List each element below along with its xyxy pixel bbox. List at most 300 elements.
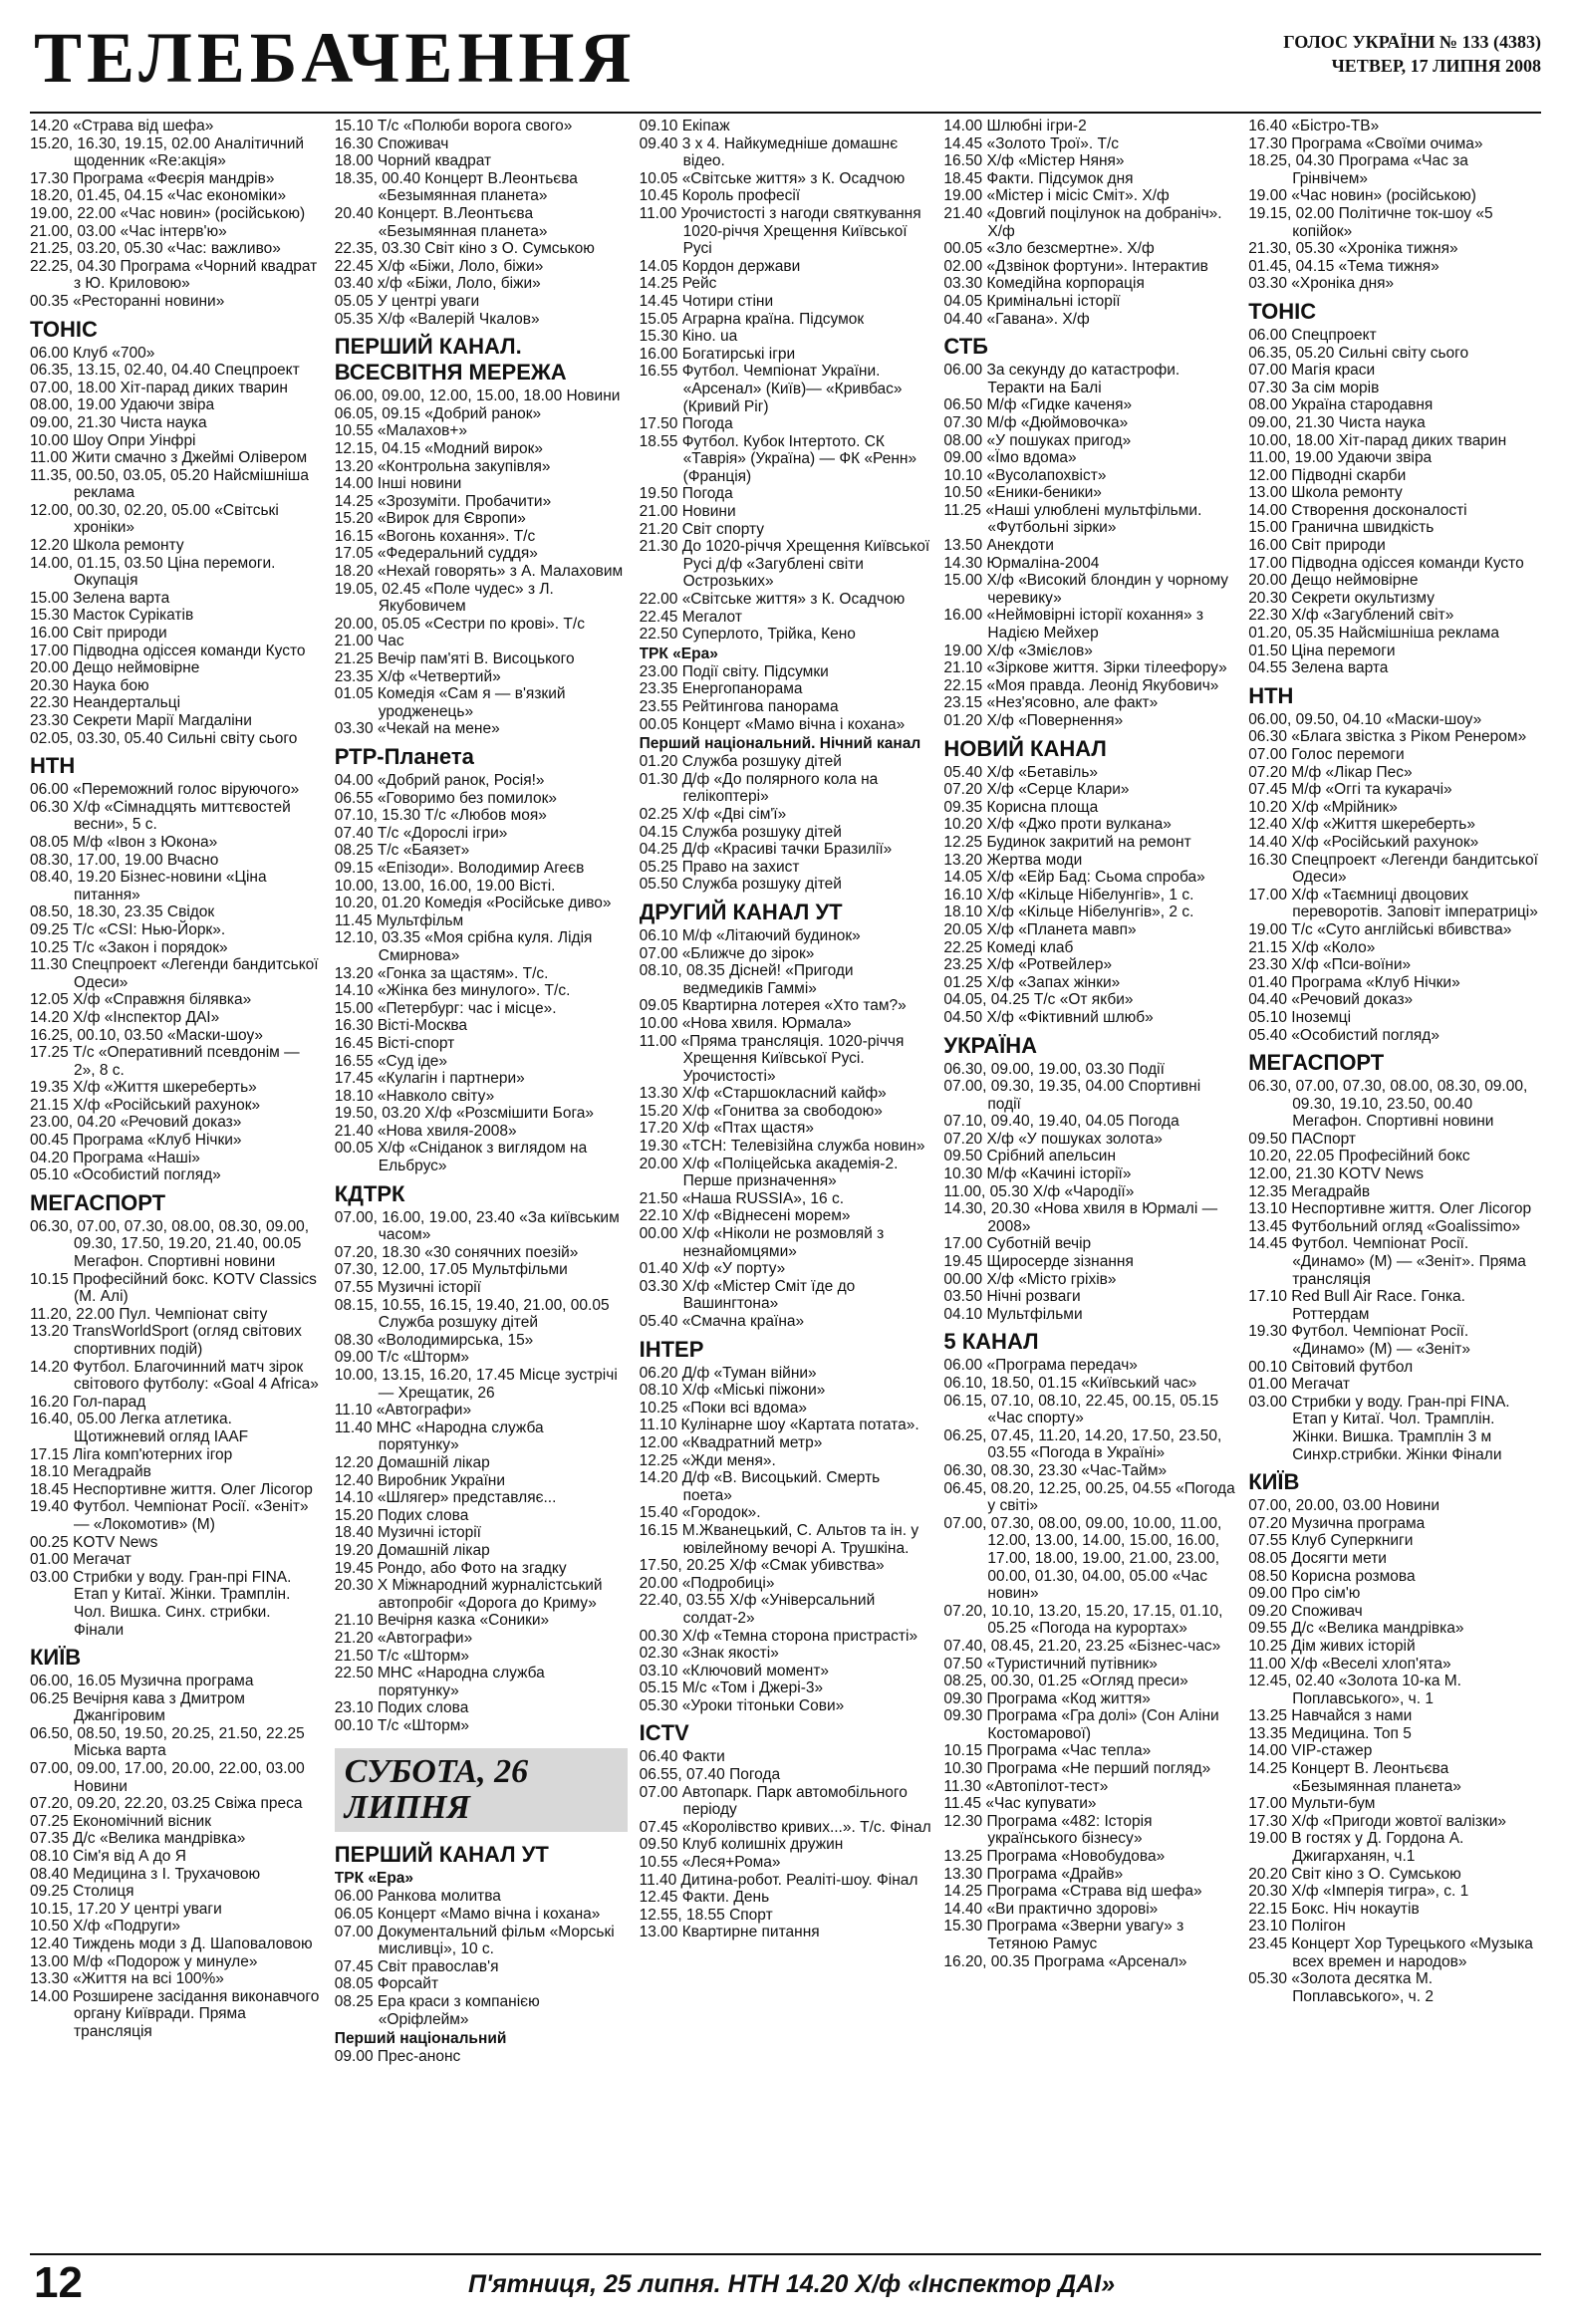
schedule-entry: 06.05, 09.15 «Добрий ранок» — [334, 404, 542, 422]
schedule-entry: 01.20 Х/ф «Повернення» — [943, 712, 1124, 729]
schedule-entry: 20.00 «Подробиці» — [639, 1574, 775, 1592]
schedule-entry: 16.10 Х/ф «Кільце Нібелунгів», 1 с. — [943, 886, 1194, 904]
footer — [30, 2253, 1541, 2309]
schedule-entry: 16.25, 00.10, 03.50 «Маски-шоу» — [30, 1026, 263, 1044]
schedule-entry: 07.00 Голос перемоги — [1248, 746, 1405, 763]
schedule-entry: 23.55 Рейтингова панорама — [639, 698, 839, 715]
schedule-entry: 11.40 Дитина-робот. Реаліті-шоу. Фінал — [639, 1871, 918, 1889]
schedule-entry: 05.40 Х/ф «Бетавіль» — [943, 763, 1099, 781]
schedule-entry: 06.00 Спецпроект — [1248, 326, 1377, 344]
schedule-entry: 19.05, 02.45 «Поле чудес» з Л. Якубовичем — [334, 580, 554, 616]
channel-name: РТР-Планета — [334, 744, 474, 769]
schedule-entry: 13.00 М/ф «Подорож у минуле» — [30, 1952, 258, 1970]
schedule-entry: 19.30 «ТСН: Телевізійна служба новин» — [639, 1138, 925, 1156]
schedule-entry: 01.05 Комедія «Сам я — в'язкий уродженець» — [334, 685, 566, 720]
schedule-entry: 16.00 Світ природи — [1248, 537, 1386, 555]
schedule-entry: 21.00 Час — [334, 633, 404, 650]
channel-name: МЕГАСПОРТ — [30, 1189, 166, 1215]
schedule-entry: 07.00 «Ближче до зірок» — [639, 944, 815, 962]
schedule-entry: 14.10 «Шлягер» представляє... — [334, 1489, 557, 1507]
schedule-entry: 07.20 Х/ф «Серце Клари» — [943, 781, 1130, 799]
schedule-entry: 00.05 Х/ф «Сніданок з виглядом на Ельбрус» — [334, 1140, 588, 1175]
schedule-column — [335, 118, 628, 2239]
schedule-entry: 07.10, 09.40, 19.40, 04.05 Погода — [943, 1113, 1179, 1131]
schedule-entry: 19.00 В гостях у Д. Гордона А. Джигарханян, ч.1 — [1248, 1830, 1464, 1866]
schedule-entry: 11.35, 00.50, 03.05, 05.20 Найсмішніша реклама — [30, 466, 309, 502]
channel-subheading: Перший національний — [334, 2030, 507, 2048]
channel-name: ТОНІС — [30, 316, 98, 342]
schedule-entry: 10.20 Х/ф «Мрійник» — [1248, 798, 1398, 816]
schedule-entry: 06.25 Вечірня кава з Дмитром Джангіровим — [30, 1689, 245, 1725]
schedule-entry: 21.10 «Зіркове життя. Зірки тілеефору» — [943, 659, 1227, 677]
schedule-entry: 00.35 «Ресторанні новини» — [30, 292, 225, 310]
schedule-entry: 19.45 Рондо, або Фото на згадку — [334, 1559, 567, 1577]
schedule-entry: 22.45 Х/ф «Біжи, Лоло, біжи» — [334, 257, 544, 275]
schedule-entry: 18.20, 01.45, 04.15 «Час економіки» — [30, 187, 287, 205]
schedule-entry: 10.30 Програма «Не перший погляд» — [943, 1760, 1211, 1778]
schedule-entry: 19.00 «Час новин» (російською) — [1248, 187, 1476, 205]
schedule-entry: 07.00 Автопарк. Парк автомобільного періоду — [639, 1783, 908, 1819]
schedule-entry: 13.30 «Життя на всі 100%» — [30, 1970, 224, 1988]
publication-name: ГОЛОС УКРАЇНИ № 133 (4383) — [1283, 32, 1541, 52]
schedule-entry: 07.40 Т/с «Дорослі ігри» — [334, 824, 508, 842]
schedule-entry: 18.45 Факти. Підсумок дня — [943, 169, 1134, 187]
schedule-entry: 17.30 Програма «Своїми очима» — [1248, 134, 1483, 152]
schedule-entry: 11.10 «Автографи» — [334, 1402, 472, 1420]
schedule-entry: 20.20 Світ кіно з О. Сумською — [1248, 1865, 1461, 1883]
schedule-entry: 14.00 Інші новини — [334, 475, 462, 493]
schedule-entry: 07.00, 07.30, 08.00, 09.00, 10.00, 11.00, 12.00, 13.00, 14.00, 15.00, 16.00, 17.00, 18.00, 19.00, 21.00, 23.00, 00.00, 01.30, 04.00, 05.00 «Час новин» — [943, 1514, 1222, 1603]
schedule-entry: 18.45 Неспортивне життя. Олег Лісогор — [30, 1480, 313, 1498]
schedule-entry: 06.55 «Говоримо без помилок» — [334, 789, 557, 807]
schedule-column — [640, 118, 932, 2239]
schedule-entry: 15.20 Х/ф «Гонитва за свободою» — [639, 1102, 883, 1120]
schedule-entry: 10.00, 18.00 Хіт-парад диких тварин — [1248, 431, 1507, 449]
channel-name: МЕГАСПОРТ — [1248, 1050, 1385, 1076]
schedule-entry: 10.20, 22.05 Професійний бокс — [1248, 1148, 1470, 1165]
schedule-entry: 06.00 Ранкова молитва — [334, 1888, 501, 1906]
schedule-entry: 10.00 Шоу Опри Уінфрі — [30, 431, 196, 449]
schedule-entry: 03.40 х/ф «Біжи, Лоло, біжи» — [334, 275, 541, 293]
schedule-entry: 14.45 Чотири стіни — [639, 292, 774, 310]
schedule-entry: 21.20 «Автографи» — [334, 1629, 473, 1647]
channel-name: КДТРК — [334, 1180, 405, 1206]
schedule-entry: 21.25, 03.20, 05.30 «Час: важливо» — [30, 240, 281, 258]
schedule-entry: 18.00 Чорний квадрат — [334, 152, 492, 170]
channel-subheading: ТРК «Ера» — [334, 1870, 414, 1888]
schedule-entry: 04.40 «Речовий доказ» — [1248, 991, 1414, 1009]
schedule-entry: 04.15 Служба розшуку дітей — [639, 823, 842, 841]
schedule-entry: 16.00 Богатирські ігри — [639, 345, 796, 363]
schedule-entry: 12.40 Х/ф «Життя шкереберть» — [1248, 816, 1475, 834]
schedule-entry: 18.10 «Навколо світу» — [334, 1087, 495, 1105]
header-rule — [30, 112, 1541, 114]
schedule-entry: 07.25 Економічний вісник — [30, 1812, 211, 1830]
schedule-entry: 23.10 Полігон — [1248, 1918, 1346, 1936]
schedule-entry: 21.40 «Нова хвиля-2008» — [334, 1122, 517, 1140]
schedule-entry: 14.25 Програма «Страва від шефа» — [943, 1883, 1202, 1901]
schedule-entry: 17.25 Т/с «Оперативний псевдонім — 2», 8 с. — [30, 1044, 300, 1079]
schedule-entry: 21.15 Х/ф «Російський рахунок» — [30, 1096, 261, 1114]
schedule-entry: 14.05 Х/ф «Ейр Бад: Сьома спроба» — [943, 869, 1205, 887]
schedule-entry: 07.00, 18.00 Хіт-парад диких тварин — [30, 379, 288, 396]
schedule-entry: 05.40 «Смачна країна» — [639, 1313, 805, 1330]
schedule-entry: 10.20, 01.20 Комедія «Російське диво» — [334, 895, 612, 912]
schedule-entry: 06.50, 08.50, 19.50, 20.25, 21.50, 22.25 Міська варта — [30, 1724, 305, 1760]
channel-name: ПЕРШИЙ КАНАЛ. ВСЕСВІТНЯ МЕРЕЖА — [334, 334, 567, 386]
schedule-entry: 08.05 М/ф «Івон з Юкона» — [30, 833, 218, 851]
schedule-entry: 22.30 Неандертальці — [30, 694, 181, 712]
schedule-entry: 11.45 Мультфільм — [334, 911, 464, 929]
schedule-entry: 23.00 Події світу. Підсумки — [639, 662, 829, 680]
schedule-entry: 17.50, 20.25 Х/ф «Смак убивства» — [639, 1557, 885, 1575]
schedule-entry: 14.30, 20.30 «Нова хвиля в Юрмалі — 2008» — [943, 1200, 1218, 1235]
schedule-entry: 06.30 Х/ф «Сімнадцять миттєвостей весни», 5 с. — [30, 798, 291, 834]
schedule-entry: 09.10 Екіпаж — [639, 118, 730, 134]
schedule-entry: 20.05 Х/ф «Планета мавп» — [943, 920, 1137, 938]
schedule-entry: 00.45 Програма «Клуб Нічки» — [30, 1132, 242, 1150]
schedule-entry: 14.20 Футбол. Благочинний матч зірок світового футболу: «Goal 4 Africa» — [30, 1358, 319, 1394]
schedule-entry: 23.15 «Нез'ясовно, але факт» — [943, 694, 1159, 712]
schedule-column — [943, 118, 1236, 2239]
schedule-entry: 14.00 Створення досконалості — [1248, 501, 1467, 519]
schedule-entry: 09.50 Срібний апельсин — [943, 1148, 1117, 1165]
schedule-entry: 03.30 «Чекай на мене» — [334, 720, 500, 738]
schedule-entry: 11.00 «Пряма трансляція. 1020-річчя Хрещення Київської Русі. Урочистості» — [639, 1032, 905, 1085]
schedule-entry: 19.30 Футбол. Чемпіонат Росії. «Динамо» (М) — «Зеніт» — [1248, 1323, 1471, 1358]
schedule-entry: 20.00 Х/ф «Поліцейська академія-2. Перше призначення» — [639, 1155, 899, 1190]
schedule-entry: 21.00 Новини — [639, 503, 736, 521]
schedule-entry: 19.45 Щиросерде зізнання — [943, 1253, 1134, 1271]
schedule-entry: 02.25 Х/ф «Дві сім'ї» — [639, 805, 787, 823]
schedule-entry: 08.00 «У пошуках пригод» — [943, 431, 1132, 449]
schedule-entry: 10.15 Програма «Час тепла» — [943, 1742, 1152, 1760]
channel-name: НТН — [1248, 682, 1294, 708]
schedule-entry: 10.15 Професійний бокс. KOTV Classics (М. Алі) — [30, 1270, 317, 1306]
schedule-entry: 11.00, 05.30 Х/ф «Чародії» — [943, 1182, 1135, 1200]
schedule-entry: 11.00 Урочистості з нагоди святкування 1020-річчя Хрещення Київської Русі — [639, 204, 921, 258]
schedule-entry: 04.00 «Добрий ранок, Росія!» — [334, 772, 545, 789]
schedule-entry: 05.30 «Золота десятка М. Поплавського», ч. 2 — [1248, 1970, 1434, 2005]
schedule-entry: 17.50 Погода — [639, 415, 733, 433]
schedule-entry: 11.00 Жити смачно з Джеймі Олівером — [30, 449, 308, 467]
schedule-entry: 19.00 Х/ф «Змієлов» — [943, 642, 1093, 659]
schedule-entry: 08.05 Форсайт — [334, 1975, 439, 1993]
schedule-entry: 21.50 «Наша RUSSIA», 16 с. — [639, 1189, 845, 1207]
schedule-entry: 07.45 Світ православ'я — [334, 1957, 499, 1975]
schedule-entry: 23.30 Х/ф «Пси-воїни» — [1248, 956, 1412, 974]
schedule-entry: 12.00, 00.30, 02.20, 05.00 «Світські хроніки» — [30, 501, 279, 537]
schedule-entry: 07.00, 09.00, 17.00, 20.00, 22.00, 03.00 Новини — [30, 1760, 305, 1795]
schedule-entry: 11.30 «Автопілот-тест» — [943, 1777, 1109, 1795]
schedule-entry: 18.55 Футбол. Кубок Інтертото. СК «Таврія» (Україна) — ФК «Ренн» (Франція) — [639, 432, 917, 485]
schedule-entry: 17.05 «Федеральний суддя» — [334, 545, 538, 563]
schedule-entry: 22.10 Х/ф «Віднесені морем» — [639, 1207, 851, 1225]
schedule-entry: 05.15 М/с «Том і Джері-3» — [639, 1679, 824, 1697]
schedule-entry: 07.00 Магія краси — [1248, 362, 1376, 380]
schedule-entry: 10.25 Дім живих історій — [1248, 1637, 1416, 1655]
schedule-entry: 14.05 Кордон держави — [639, 257, 801, 275]
schedule-entry: 02.00 «Дзвінок фортуни». Інтерактив — [943, 257, 1208, 275]
schedule-entry: 15.10 Т/с «Полюби ворога свого» — [334, 118, 573, 134]
schedule-entry: 16.55 «Суд іде» — [334, 1052, 448, 1070]
channel-subheading: ТРК «Ера» — [639, 645, 718, 662]
schedule-entry: 21.00, 03.00 «Час інтерв'ю» — [30, 222, 227, 240]
schedule-entry: 10.10 «Вусолапохвіст» — [943, 466, 1107, 484]
schedule-entry: 10.25 Т/с «Закон і порядок» — [30, 938, 228, 956]
schedule-entry: 12.25 Будинок закритий на ремонт — [943, 833, 1191, 851]
schedule-entry: 06.00 «Переможний голос віруючого» — [30, 781, 300, 799]
schedule-entry: 15.30 Масток Сурікатів — [30, 607, 194, 625]
schedule-entry: 12.05 Х/ф «Справжня білявка» — [30, 991, 252, 1009]
schedule-entry: 20.30 Секрети окультизму — [1248, 589, 1436, 607]
schedule-entry: 17.00 Підводна одіссея команди Кусто — [1248, 554, 1524, 572]
channel-name: ICTV — [639, 1720, 689, 1746]
schedule-entry: 04.05, 04.25 Т/с «От якби» — [943, 991, 1134, 1009]
schedule-entry: 07.20, 10.10, 13.20, 15.20, 17.15, 01.10, 05.25 «Погода на курортах» — [943, 1602, 1223, 1638]
schedule-entry: 20.00 Дещо неймовірне — [1248, 572, 1419, 590]
schedule-entry: 11.40 МНС «Народна служба порятунку» — [334, 1419, 544, 1454]
schedule-entry: 15.30 Програма «Зверни увагу» з Тетяною Рамус — [943, 1918, 1184, 1952]
schedule-entry: 08.50 Корисна розмова — [1248, 1567, 1416, 1585]
schedule-entry: 12.10, 03.35 «Моя срібна куля. Лідія Смирнова» — [334, 929, 593, 964]
schedule-entry: 04.05 Кримінальні історії — [943, 292, 1121, 310]
schedule-entry: 05.05 У центрі уваги — [334, 292, 480, 310]
schedule-entry: 06.05 Концерт «Мамо вічна і кохана» — [334, 1906, 601, 1924]
channel-name: ІНТЕР — [639, 1336, 704, 1362]
schedule-entry: 16.20, 00.35 Програма «Арсенал» — [943, 1952, 1187, 1970]
schedule-entry: 22.50 Суперлото, Трійка, Кено — [639, 626, 856, 644]
schedule-entry: 01.45, 04.15 «Тема тижня» — [1248, 257, 1440, 275]
schedule-entry: 09.00, 21.30 Чиста наука — [1248, 413, 1426, 431]
schedule-entry: 04.20 Програма «Наші» — [30, 1149, 200, 1166]
schedule-entry: 22.45 Мегалот — [639, 608, 742, 626]
schedule-entry: 07.10, 15.30 Т/с «Любов моя» — [334, 807, 547, 825]
schedule-entry: 14.00 Шлюбні ігри-2 — [943, 118, 1087, 134]
schedule-entry: 01.00 Мегачат — [30, 1551, 131, 1569]
schedule-entry: 16.00 Світ природи — [30, 625, 167, 643]
schedule-entry: 10.55 «Малахов+» — [334, 422, 467, 440]
channel-name: ДРУГИЙ КАНАЛ УТ — [639, 899, 843, 924]
schedule-entry: 11.20, 22.00 Пул. Чемпіонат світу — [30, 1305, 268, 1323]
schedule-entry: 06.00 Клуб «700» — [30, 344, 155, 362]
schedule-entry: 17.00 Мульти-бум — [1248, 1795, 1376, 1813]
channel-name: УКРАЇНА — [943, 1032, 1037, 1058]
schedule-entry: 20.00 Дещо неймовірне — [30, 659, 200, 677]
issue-date: ЧЕТВЕР, 17 ЛИПНЯ 2008 — [1331, 56, 1541, 76]
schedule-entry: 14.45 Футбол. Чемпіонат Росії. «Динамо» (М) — «Зеніт». Пряма трансляція — [1248, 1235, 1526, 1288]
schedule-entry: 13.50 Анекдоти — [943, 537, 1054, 555]
schedule-entry: 11.25 «Наші улюблені мультфільми. «Футбольні зірки» — [943, 501, 1202, 537]
schedule-entry: 12.15, 04.15 «Модний вирок» — [334, 439, 544, 457]
schedule-column — [1248, 118, 1541, 2239]
schedule-entry: 14.40 «Ви практично здорові» — [943, 1900, 1159, 1918]
schedule-entry: 22.50 МНС «Народна служба порятунку» — [334, 1665, 545, 1699]
schedule-entry: 18.40 Музичні історії — [334, 1524, 481, 1542]
schedule-entry: 04.40 «Гавана». Х/ф — [943, 310, 1090, 328]
schedule-entry: 14.10 «Жінка без минулого». Т/с. — [334, 982, 571, 1000]
schedule-entry: 07.00, 09.30, 19.35, 04.00 Спортивні події — [943, 1078, 1201, 1113]
channel-name: 5 КАНАЛ — [943, 1329, 1039, 1355]
schedule-entry: 17.10 Red Bull Air Race. Гонка. Роттердам — [1248, 1288, 1465, 1323]
schedule-entry: 20.40 Концерт. В.Леонтьєва «Безымянная планета» — [334, 204, 548, 240]
schedule-entry: 07.45 «Королівство кривих...». Т/с. Фінал — [639, 1818, 931, 1836]
schedule-entry: 15.00 Х/ф «Високий блондин у чорному черевику» — [943, 572, 1229, 607]
schedule-entry: 09.20 Споживач — [1248, 1602, 1363, 1620]
schedule-entry: 12.00, 21.30 KOTV News — [1248, 1165, 1424, 1183]
schedule-entry: 21.30, 05.30 «Хроніка тижня» — [1248, 240, 1458, 258]
schedule-entry: 16.20 Гол-парад — [30, 1393, 146, 1411]
schedule-entry: 14.20 «Страва від шефа» — [30, 118, 214, 134]
schedule-entry: 07.55 Клуб Суперкниги — [1248, 1532, 1414, 1550]
schedule-entry: 11.10 Кулінарне шоу «Картата потата». — [639, 1417, 919, 1434]
schedule-entry: 19.35 Х/ф «Життя шкереберть» — [30, 1079, 257, 1097]
schedule-entry: 00.05 Концерт «Мамо вічна і кохана» — [639, 715, 906, 733]
schedule-entry: 06.00 «Програма передач» — [943, 1357, 1138, 1375]
schedule-entry: 06.10 М/ф «Літаючий будинок» — [639, 926, 861, 944]
schedule-entry: 06.35, 13.15, 02.40, 04.40 Спецпроект — [30, 362, 300, 380]
schedule-entry: 23.25 Х/ф «Ротвейлер» — [943, 956, 1113, 974]
schedule-entry: 20.00, 05.05 «Сестри по крові». Т/с — [334, 615, 585, 633]
schedule-entry: 08.10, 08.35 Дісней! «Пригоди ведмедиків Гаммі» — [639, 962, 854, 997]
schedule-entry: 13.25 Навчайся з нами — [1248, 1707, 1413, 1725]
schedule-entry: 21.15 Х/ф «Коло» — [1248, 938, 1376, 956]
schedule-entry: 15.20, 16.30, 19.15, 02.00 Аналітичний щоденник «Re:акція» — [30, 134, 305, 170]
schedule-entry: 00.00 Х/ф «Ніколи не розмовляй з незнайомцями» — [639, 1225, 885, 1260]
schedule-entry: 16.30 Споживач — [334, 134, 449, 152]
schedule-entry: 09.40 3 х 4. Найкумедніше домашнє відео. — [639, 134, 899, 170]
schedule-entry: 11.00 Х/ф «Веселі хлоп'ята» — [1248, 1655, 1451, 1673]
schedule-entry: 00.30 Х/ф «Темна сторона пристрасті» — [639, 1627, 918, 1645]
schedule-entry: 06.30, 09.00, 19.00, 03.30 Події — [943, 1060, 1165, 1078]
channel-subheading: Перший національний. Нічний канал — [639, 735, 921, 753]
schedule-entry: 01.20, 05.35 Найсмішніша реклама — [1248, 625, 1499, 643]
schedule-entry: 17.20 Х/ф «Птах щастя» — [639, 1120, 814, 1138]
schedule-entry: 13.20 Жертва моди — [943, 851, 1083, 869]
schedule-entry: 13.30 Х/ф «Старшокласний кайф» — [639, 1085, 887, 1103]
schedule-entry: 00.25 KOTV News — [30, 1533, 158, 1551]
schedule-entry: 22.25, 04.30 Програма «Чорний квадрат з Ю. Криловою» — [30, 257, 318, 293]
schedule-entry: 23.45 Концерт Хор Турецького «Музыка всех времен и народов» — [1248, 1936, 1533, 1970]
schedule-entry: 17.00 Х/ф «Таємниці двоцових переворотів. Заповіт імператриці» — [1248, 886, 1538, 921]
schedule-entry: 17.00 Підводна одіссея команди Кусто — [30, 642, 306, 659]
schedule-entry: 09.25 Т/с «CSI: Нью-Йорк». — [30, 920, 226, 938]
schedule-entry: 13.20 «Гонка за щастям». Т/с. — [334, 964, 549, 982]
schedule-entry: 18.25, 04.30 Програма «Час за Грінвічем» — [1248, 152, 1468, 187]
schedule-entry: 22.40, 03.55 Х/ф «Універсальний солдат-2» — [639, 1592, 876, 1627]
schedule-entry: 12.20 Школа ремонту — [30, 537, 184, 555]
channel-name: КИЇВ — [1248, 1469, 1300, 1495]
schedule-entry: 05.35 Х/ф «Валерій Чкалов» — [334, 310, 540, 328]
schedule-entry: 09.15 «Епізоди». Володимир Агеєв — [334, 859, 585, 877]
schedule-entry: 11.00, 19.00 Удаючи звіра — [1248, 449, 1433, 467]
schedule-entry: 23.35 Енергопанорама — [639, 680, 803, 698]
schedule-entry: 17.00 Суботній вечір — [943, 1235, 1092, 1253]
schedule-entry: 06.45, 08.20, 12.25, 00.25, 04.55 «Погода у світі» — [943, 1479, 1235, 1515]
schedule-entry: 12.40 Виробник України — [334, 1471, 506, 1489]
schedule-entry: 14.20 Х/ф «Інспектор ДАІ» — [30, 1008, 220, 1026]
schedule-entry: 17.15 Ліга комп'ютерних ігор — [30, 1445, 233, 1463]
schedule-entry: 09.35 Корисна площа — [943, 798, 1099, 816]
schedule-entry: 06.30 «Блага звістка з Ріком Ренером» — [1248, 728, 1527, 746]
schedule-entry: 07.20 М/ф «Лікар Пес» — [1248, 763, 1413, 781]
schedule-entry: 16.50 Х/ф «Містер Няня» — [943, 152, 1125, 170]
schedule-entry: 01.30 Д/ф «До полярного кола на гелікоптері» — [639, 770, 879, 806]
schedule-entry: 12.55, 18.55 Спорт — [639, 1906, 773, 1924]
schedule-entry: 12.25 «Жди меня». — [639, 1451, 776, 1469]
schedule-entry: 01.25 Х/ф «Запах жінки» — [943, 973, 1121, 991]
schedule-entry: 13.00 Квартирне питання — [639, 1924, 820, 1941]
schedule-entry: 12.40 Тиждень моди з Д. Шаповаловою — [30, 1936, 313, 1952]
page-number: 12 — [34, 2258, 83, 2307]
schedule-entry: 16.55 Футбол. Чемпіонат України. «Арсенал» (Київ)— «Кривбас» (Кривий Ріг) — [639, 363, 903, 415]
schedule-entry: 16.40 «Бістро-ТВ» — [1248, 118, 1380, 134]
schedule-entry: 07.30, 12.00, 17.05 Мультфільми — [334, 1261, 568, 1279]
schedule-entry: 21.20 Світ спорту — [639, 520, 765, 538]
schedule-entry: 18.10 Мегадрайв — [30, 1463, 151, 1481]
schedule-entry: 16.00 «Неймовірні історії кохання» з Надією Мейхер — [943, 607, 1204, 643]
schedule-entry: 03.30 Комедійна корпорація — [943, 275, 1145, 293]
schedule-entry: 15.40 «Городок». — [639, 1504, 761, 1522]
schedule-entry: 09.00 «Їмо вдома» — [943, 449, 1077, 467]
schedule-entry: 16.45 Вісті-спорт — [334, 1034, 455, 1052]
schedule-entry: 08.25 Ера краси з компанією «Оріфлейм» — [334, 1993, 540, 2028]
schedule-entry: 07.30 За сім морів — [1248, 379, 1380, 396]
schedule-entry: 17.30 Х/ф «Пригоди жовтої валізки» — [1248, 1812, 1507, 1830]
schedule-entry: 00.00 Х/ф «Місто гріхів» — [943, 1270, 1117, 1288]
schedule-entry: 10.00 «Нова хвиля. Юрмала» — [639, 1014, 852, 1032]
schedule-entry: 15.05 Аграрна країна. Підсумок — [639, 310, 865, 328]
schedule-entry: 19.00 «Містер і місіс Сміт». Х/ф — [943, 187, 1170, 205]
schedule-entry: 21.10 Вечірня казка «Соники» — [334, 1612, 550, 1630]
schedule-entry: 03.30 Х/ф «Містер Сміт їде до Вашингтона» — [639, 1277, 856, 1313]
schedule-entry: 19.00 Т/с «Суто англійські вбивства» — [1248, 920, 1512, 938]
schedule-entry: 07.00, 20.00, 03.00 Новини — [1248, 1497, 1440, 1515]
schedule-entry: 17.45 «Кулагін і партнери» — [334, 1070, 525, 1088]
schedule-entry: 14.30 Юрмаліна-2004 — [943, 554, 1100, 572]
schedule-entry: 07.20, 09.20, 22.20, 03.25 Свіжа преса — [30, 1795, 303, 1813]
schedule-entry: 07.20 Музична програма — [1248, 1514, 1426, 1532]
schedule-entry: 08.15, 10.55, 16.15, 19.40, 21.00, 00.05 Служба розшуку дітей — [334, 1296, 610, 1332]
schedule-entry: 06.50 М/ф «Гидке каченя» — [943, 396, 1133, 414]
schedule-entry: 10.00, 13.00, 16.00, 19.00 Вісті. — [334, 877, 556, 895]
schedule-entry: 09.30 Програма «Код життя» — [943, 1689, 1151, 1707]
schedule-entry: 07.00, 16.00, 19.00, 23.40 «За київським часом» — [334, 1208, 620, 1244]
schedule-entry: 19.50 Погода — [639, 485, 733, 503]
schedule-column — [30, 118, 323, 2239]
schedule-entry: 14.00 Розширене засідання виконавчого органу Київради. Пряма трансляція — [30, 1987, 320, 2040]
schedule-entry: 03.00 Стрибки у воду. Гран-прі FINA. Етап у Китаї. Чол. Трамплін. Жінки. Вишка. Трамплін 3 м Синхр.стрибки. Жінки Фінали — [1248, 1393, 1510, 1463]
schedule-entry: 17.30 Програма «Феєрія мандрів» — [30, 169, 275, 187]
schedule-entry: 15.20 Подих слова — [334, 1506, 469, 1524]
schedule-entry: 07.55 Музичні історії — [334, 1279, 481, 1297]
schedule-entry: 10.25 «Поки всі вдома» — [639, 1399, 807, 1417]
schedule-entry: 07.30 М/ф «Дюймовочка» — [943, 413, 1129, 431]
schedule-entry: 14.40 Х/ф «Російський рахунок» — [1248, 833, 1479, 851]
schedule-entry: 06.30, 08.30, 23.30 «Час-Тайм» — [943, 1461, 1168, 1479]
channel-name: СТБ — [943, 334, 988, 360]
schedule-entry: 01.50 Ціна перемоги — [1248, 642, 1396, 659]
schedule-entry: 09.00 Т/с «Шторм» — [334, 1349, 469, 1367]
schedule-entry: 10.15, 17.20 У центрі уваги — [30, 1900, 222, 1918]
schedule-entry: 20.30 Наука бою — [30, 676, 149, 694]
schedule-entry: 05.40 «Особистий погляд» — [1248, 1026, 1440, 1044]
schedule-entry: 02.05, 03.30, 05.40 Сильні світу сього — [30, 729, 298, 747]
schedule-entry: 10.55 «Леся+Рома» — [639, 1854, 781, 1872]
schedule-entry: 22.15 «Моя правда. Леонід Якубович» — [943, 676, 1219, 694]
schedule-entry: 23.10 Подих слова — [334, 1699, 469, 1717]
schedule-entry: 06.20 Д/ф «Туман війни» — [639, 1364, 817, 1382]
